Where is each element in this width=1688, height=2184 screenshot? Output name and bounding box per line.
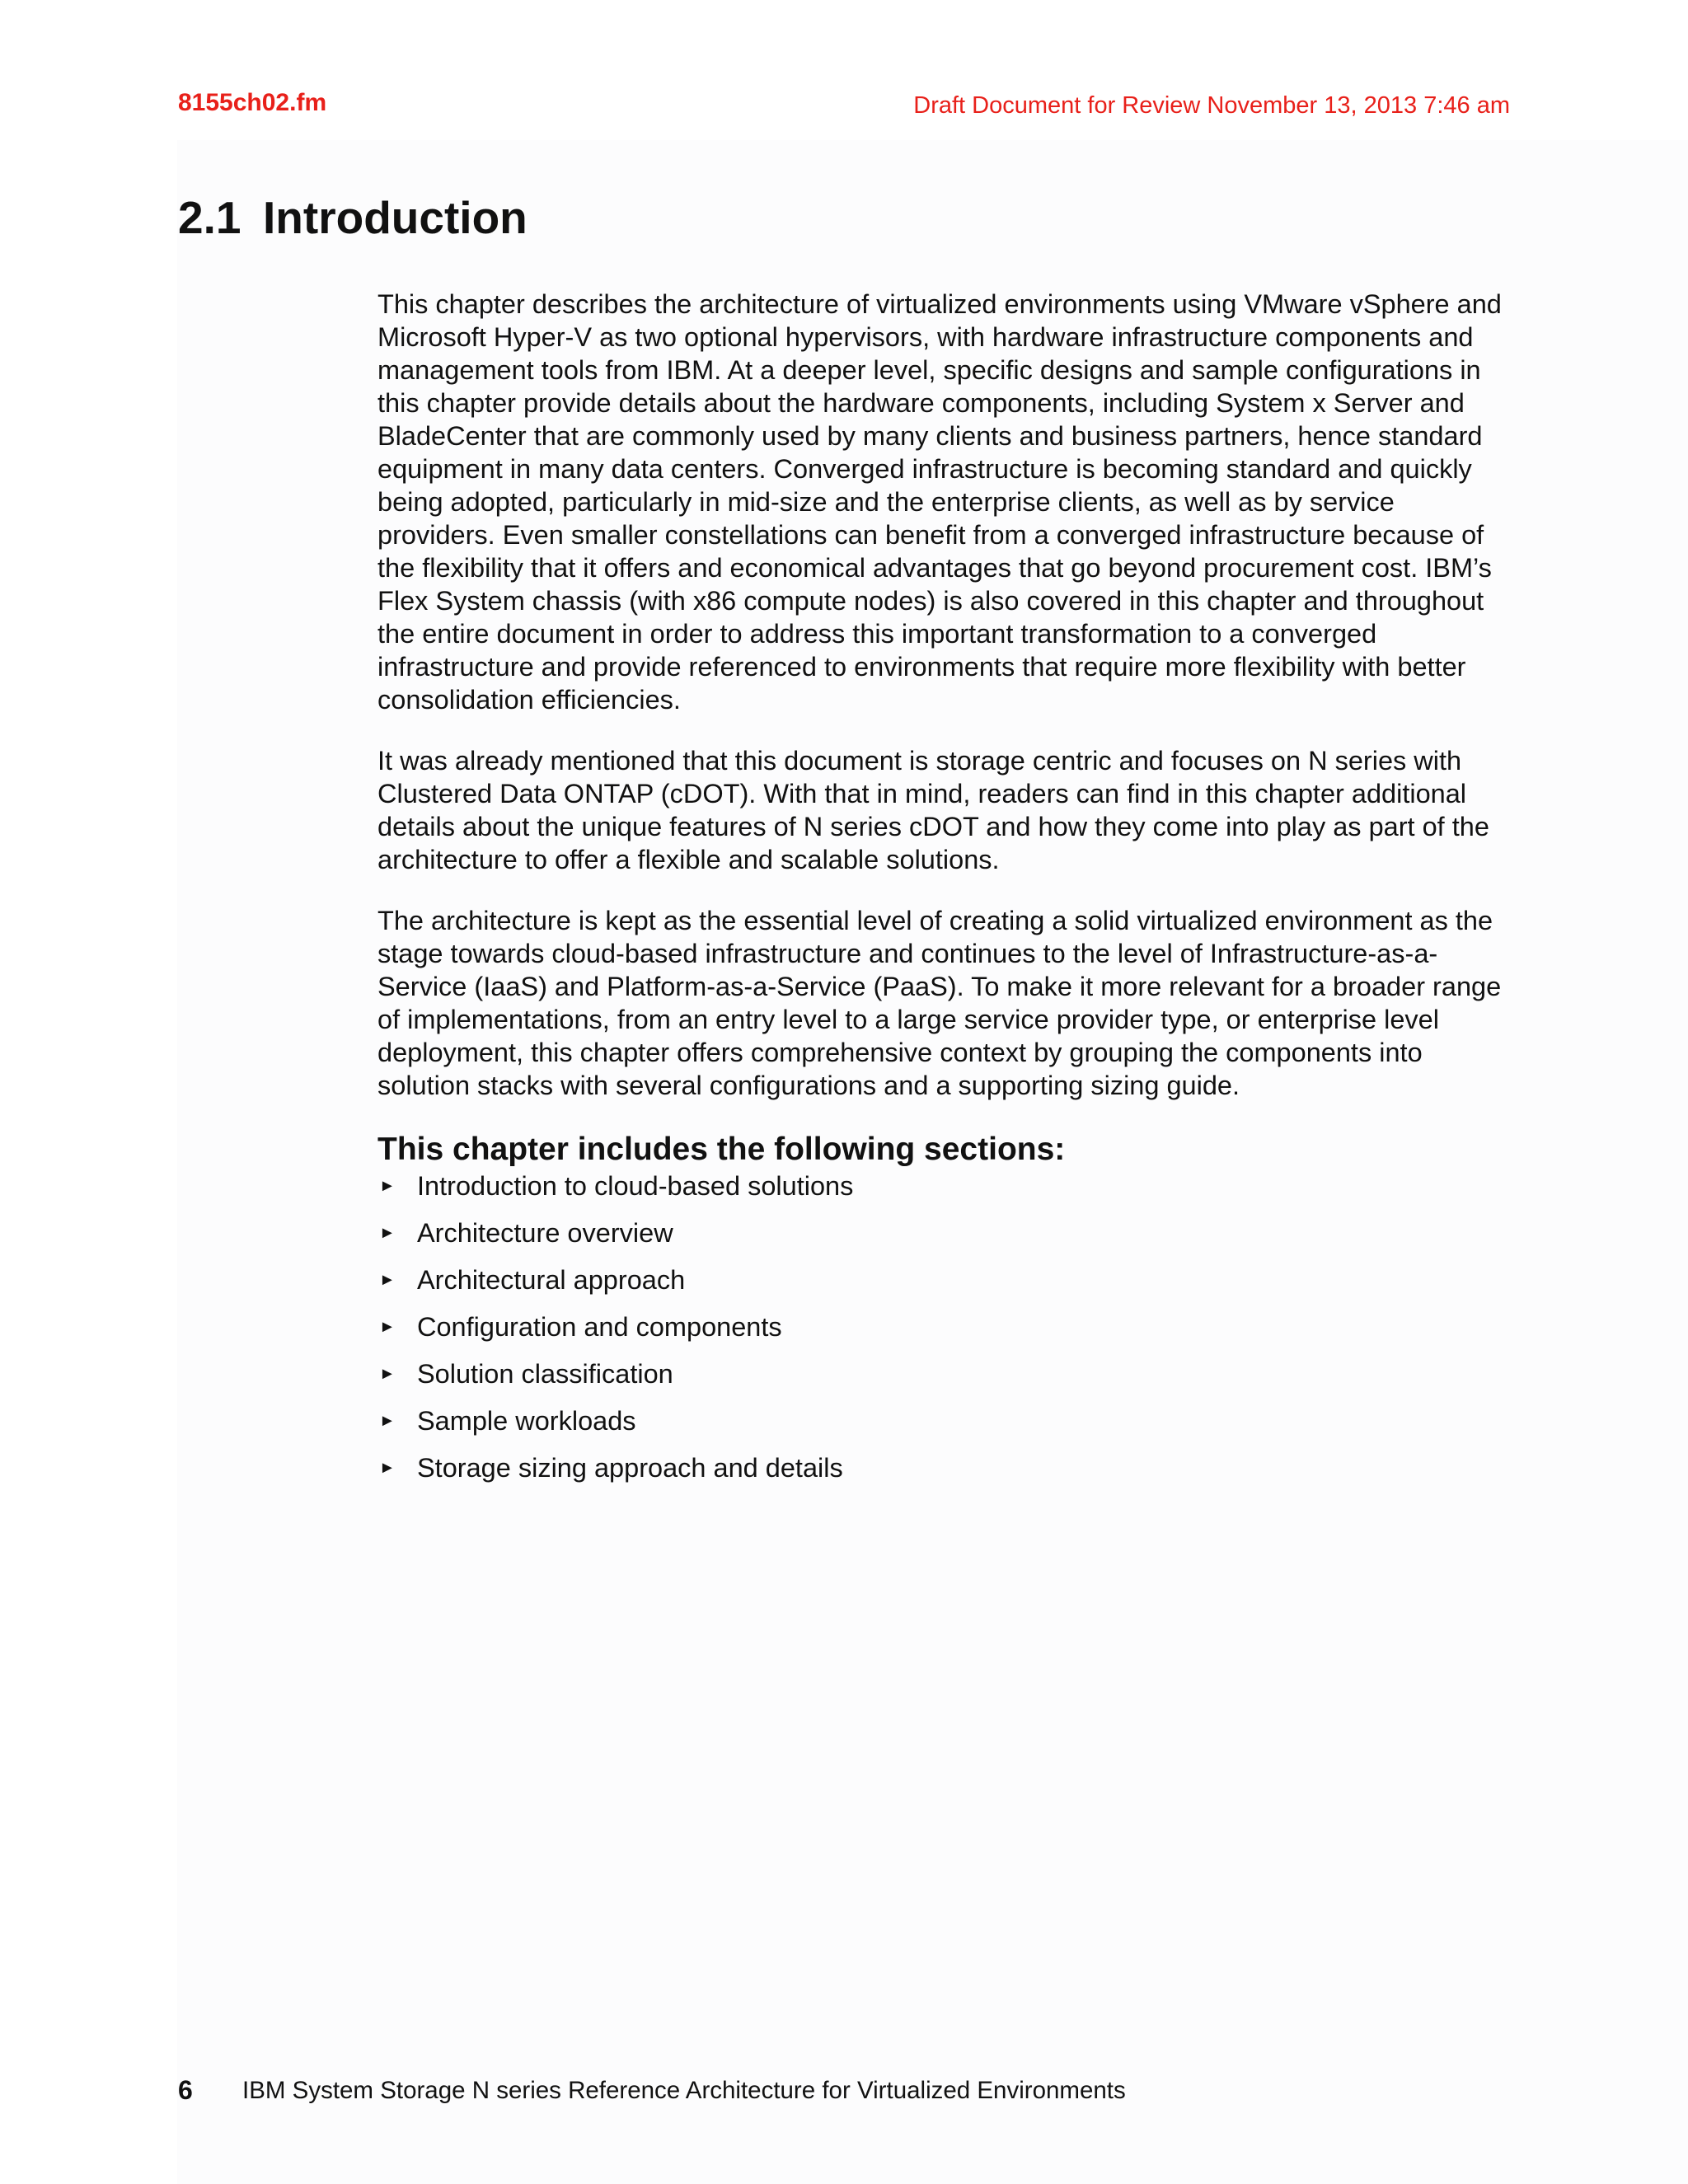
triangle-bullet-icon: ► — [379, 1224, 396, 1242]
sections-list-heading: This chapter includes the following sections: — [377, 1132, 1066, 1167]
triangle-bullet-icon: ► — [379, 1459, 396, 1477]
intro-paragraph-2: It was already mentioned that this document is storage centric and focuses on N series with Clustered Data ONTAP (cDOT). With that in mind, readers can find in this chapter additional details about the unique features of N series cDOT and how they come into play as part of the architecture to offer a flexible and scalable solutions. — [377, 746, 1489, 874]
list-item — [377, 1216, 1515, 1263]
list-item-label: Solution classification — [417, 1359, 673, 1389]
list-item — [377, 1357, 1515, 1404]
body-text — [377, 288, 1515, 1498]
list-item-label: Configuration and components — [417, 1312, 782, 1342]
triangle-bullet-icon: ► — [379, 1177, 396, 1195]
list-item — [377, 1404, 1515, 1451]
footer-book-title: IBM System Storage N series Reference Architecture for Virtualized Environments — [242, 2077, 1126, 2104]
list-item — [377, 1451, 1515, 1498]
list-item-label: Architecture overview — [417, 1218, 673, 1248]
section-number: 2.1 — [178, 192, 241, 243]
intro-paragraph-1: This chapter describes the architecture of virtualized environments using VMware vSphere and Microsoft Hyper-V as two optional hypervisors, with hardware infrastructure components and management tools from IBM. At a deeper level, specific designs and sample configurations in this chapter provide details about the hardware components, including System x Server and BladeCenter that are commonly used by many clients and business partners, hence standard equipment in many data centers. Converged infrastructure is becoming standard and quickly being adopted, particularly in mid-size and the enterprise clients, as well as by service providers. Even smaller constellations can benefit from a converged infrastructure because of the flexibility that it offers and economical advantages that go beyond procurement cost. IBM’s Flex System chassis (with x86 compute nodes) is also covered in this chapter and throughout the entire document in order to address this important transformation to a converged infrastructure and provide referenced to environments that require more flexibility with better consolidation efficiencies. — [377, 289, 1502, 715]
list-item — [377, 1310, 1515, 1357]
triangle-bullet-icon: ► — [379, 1365, 396, 1383]
list-item-label: Introduction to cloud-based solutions — [417, 1171, 854, 1201]
intro-paragraph-3: The architecture is kept as the essential level of creating a solid virtualized environment as the stage towards cloud-based infrastructure and continues to the level of Infrastructure-as-a-Service (IaaS) and Platform-as-a-Service (PaaS). To make it more relevant for a broader range of implementations, from an entry level to a large service provider type, or enterprise level deployment, this chapter offers comprehensive context by grouping the components into solution stacks with several configurations and a supporting sizing guide. — [377, 906, 1502, 1100]
section-title-text: Introduction — [263, 192, 528, 243]
list-item-label: Storage sizing approach and details — [417, 1453, 843, 1483]
triangle-bullet-icon: ► — [379, 1271, 396, 1289]
triangle-bullet-icon: ► — [379, 1412, 396, 1430]
triangle-bullet-icon: ► — [379, 1318, 396, 1336]
header-file-name: 8155ch02.fm — [178, 89, 327, 116]
list-item — [377, 1263, 1515, 1310]
list-item — [377, 1169, 1515, 1216]
list-item-label: Architectural approach — [417, 1265, 686, 1295]
section-title — [178, 191, 528, 244]
header-draft-notice: Draft Document for Review November 13, 2013 7:46 am — [913, 92, 1510, 119]
footer-page-number: 6 — [178, 2075, 193, 2105]
sections-list — [377, 1169, 1515, 1498]
list-item-label: Sample workloads — [417, 1406, 636, 1436]
